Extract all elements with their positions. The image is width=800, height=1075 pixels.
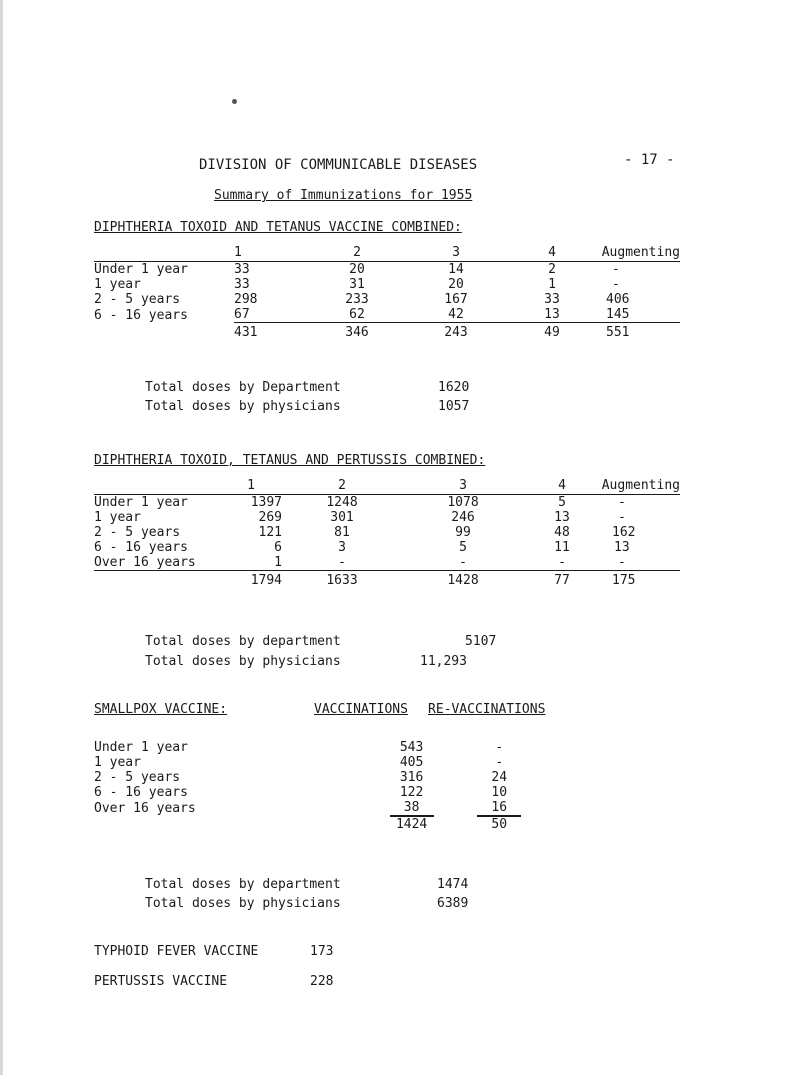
cell: 42 xyxy=(400,307,512,323)
dt-phys-label: Total doses by physicians xyxy=(145,399,341,414)
table-row xyxy=(94,540,680,555)
vacc-cell: 122 xyxy=(399,785,424,800)
dtp-header-row xyxy=(94,478,680,495)
cell: - xyxy=(618,510,626,525)
table-row xyxy=(94,740,554,755)
smallpox-phys-value: 6389 xyxy=(437,896,469,911)
cell: 67 xyxy=(234,307,314,323)
cell: 33 xyxy=(234,262,250,277)
cell: 81 xyxy=(334,525,350,540)
pertussis-value: 228 xyxy=(310,974,334,989)
table-row xyxy=(94,307,680,323)
revacc-cell: - xyxy=(495,740,504,755)
cell: 6 xyxy=(274,540,282,555)
cell: 99 xyxy=(455,525,471,540)
dt-col-4: 4 xyxy=(512,245,592,262)
dtp-heading: DIPHTHERIA TOXOID, TETANUS AND PERTUSSIS COMBINED: xyxy=(94,453,486,468)
total-revacc-cell: 50 xyxy=(444,816,554,832)
cell: - xyxy=(618,495,626,510)
row-label: 2 - 5 years xyxy=(94,292,181,307)
cell: 13 xyxy=(554,510,570,525)
dt-dept-value: 1620 xyxy=(438,380,470,395)
cell: 246 xyxy=(451,510,475,525)
row-label: Over 16 years xyxy=(94,555,220,571)
cell: 13 xyxy=(512,307,592,323)
dtp-col-augmenting: Augmenting xyxy=(601,478,680,493)
smallpox-table xyxy=(94,740,554,832)
table-row xyxy=(94,555,680,571)
row-label: Under 1 year xyxy=(94,495,188,510)
dt-col-1: 1 xyxy=(234,245,314,262)
dt-phys-value: 1057 xyxy=(438,399,470,414)
cell: 1248 xyxy=(326,495,358,510)
vacc-cell: 38 xyxy=(379,800,445,816)
cell: 269 xyxy=(258,510,282,525)
smallpox-col-revaccinations: RE-VACCINATIONS xyxy=(428,702,546,717)
row-label: 2 - 5 years xyxy=(94,525,181,540)
revacc-cell: - xyxy=(495,755,504,770)
dt-table xyxy=(94,245,680,340)
dtp-col-2: 2 xyxy=(282,478,402,495)
cell: 301 xyxy=(330,510,354,525)
cell: 1078 xyxy=(447,495,479,510)
smallpox-dept-value: 1474 xyxy=(437,877,469,892)
dt-col-2: 2 xyxy=(314,245,400,262)
row-label: 1 year xyxy=(94,755,141,770)
cell: 31 xyxy=(349,277,365,292)
cell: 33 xyxy=(234,277,250,292)
table-row xyxy=(94,800,554,816)
cell: 5 xyxy=(459,540,467,555)
row-label: 6 - 16 years xyxy=(94,540,188,555)
table-row xyxy=(94,495,680,511)
row-label: Under 1 year xyxy=(94,262,188,277)
cell: 3 xyxy=(338,540,346,555)
table-row xyxy=(94,510,680,525)
dt-header-row xyxy=(94,245,680,262)
dt-col-3: 3 xyxy=(400,245,512,262)
cell: 20 xyxy=(349,262,365,277)
summary-title: Summary of Immunizations for 1955 xyxy=(214,188,473,203)
typhoid-label: TYPHOID FEVER VACCINE xyxy=(94,944,259,959)
dtp-col-4: 4 xyxy=(524,478,600,495)
smallpox-heading: SMALLPOX VACCINE: xyxy=(94,702,228,717)
page-number: - 17 - xyxy=(624,152,675,168)
table-row xyxy=(94,277,680,292)
table-row xyxy=(94,770,554,785)
row-label: 6 - 16 years xyxy=(94,307,188,323)
cell: 1 xyxy=(548,277,556,292)
cell: 62 xyxy=(314,307,400,323)
cell: - xyxy=(600,555,680,571)
total-cell: 49 xyxy=(544,325,560,340)
division-title: DIVISION OF COMMUNICABLE DISEASES xyxy=(199,157,478,173)
totals-row xyxy=(94,816,554,832)
cell: 298 xyxy=(234,292,258,307)
dtp-col-1: 1 xyxy=(220,478,282,495)
total-cell: 175 xyxy=(612,573,636,588)
vacc-cell: 405 xyxy=(399,755,424,770)
row-label: 1 year xyxy=(94,510,141,525)
cell: 11 xyxy=(554,540,570,555)
dtp-col-3: 3 xyxy=(402,478,524,495)
row-label: 6 - 16 years xyxy=(94,785,188,800)
revacc-cell: 10 xyxy=(491,785,508,800)
dtp-dept-value: 5107 xyxy=(465,634,497,649)
pertussis-label: PERTUSSIS VACCINE xyxy=(94,974,228,989)
table-row xyxy=(94,262,680,278)
scan-speck xyxy=(232,99,237,104)
total-cell: 1633 xyxy=(326,573,358,588)
smallpox-phys-label: Total doses by physicians xyxy=(145,896,341,911)
row-label: 1 year xyxy=(94,277,141,292)
vacc-cell: 316 xyxy=(399,770,424,785)
total-cell: 1794 xyxy=(250,573,282,588)
cell: - xyxy=(612,262,620,277)
total-cell: 77 xyxy=(554,573,570,588)
row-label: Under 1 year xyxy=(94,740,188,755)
totals-row xyxy=(94,571,680,589)
cell: 1397 xyxy=(250,495,282,510)
smallpox-col-vaccinations: VACCINATIONS xyxy=(314,702,408,717)
cell: 14 xyxy=(448,262,464,277)
row-label: Over 16 years xyxy=(94,800,196,816)
total-cell: 346 xyxy=(345,325,369,340)
total-cell: 1428 xyxy=(447,573,479,588)
cell: - xyxy=(524,555,600,571)
cell: 406 xyxy=(606,292,630,307)
revacc-cell: 24 xyxy=(491,770,508,785)
dtp-dept-label: Total doses by department xyxy=(145,634,341,649)
cell: 5 xyxy=(558,495,566,510)
table-row xyxy=(94,785,554,800)
dt-dept-label: Total doses by Department xyxy=(145,380,341,395)
dt-heading: DIPHTHERIA TOXOID AND TETANUS VACCINE COMBINED: xyxy=(94,220,462,235)
revacc-cell: 16 xyxy=(444,800,554,816)
cell: 121 xyxy=(258,525,282,540)
total-vacc-cell: 1424 xyxy=(379,816,445,832)
table-row xyxy=(94,525,680,540)
cell: 33 xyxy=(544,292,560,307)
dtp-table xyxy=(94,478,680,588)
smallpox-dept-label: Total doses by department xyxy=(145,877,341,892)
cell: - xyxy=(402,555,524,571)
table-row xyxy=(94,755,554,770)
cell: 167 xyxy=(444,292,468,307)
dtp-phys-label: Total doses by physicians xyxy=(145,654,341,669)
cell: 233 xyxy=(345,292,369,307)
total-cell: 431 xyxy=(234,325,258,340)
dt-col-augmenting: Augmenting xyxy=(592,245,680,262)
cell: 145 xyxy=(592,307,680,323)
page-scan-edge xyxy=(0,0,3,1075)
cell: 162 xyxy=(612,525,636,540)
dtp-phys-value: 11,293 xyxy=(420,654,467,669)
cell: 20 xyxy=(448,277,464,292)
vacc-cell: 543 xyxy=(399,740,424,755)
cell: 48 xyxy=(554,525,570,540)
totals-row xyxy=(94,323,680,341)
total-cell: 243 xyxy=(444,325,468,340)
row-label: 2 - 5 years xyxy=(94,770,181,785)
cell: 13 xyxy=(614,540,630,555)
table-row xyxy=(94,292,680,307)
cell: - xyxy=(282,555,402,571)
cell: - xyxy=(612,277,620,292)
cell: 1 xyxy=(220,555,282,571)
total-cell: 551 xyxy=(606,325,630,340)
typhoid-value: 173 xyxy=(310,944,334,959)
cell: 2 xyxy=(548,262,556,277)
